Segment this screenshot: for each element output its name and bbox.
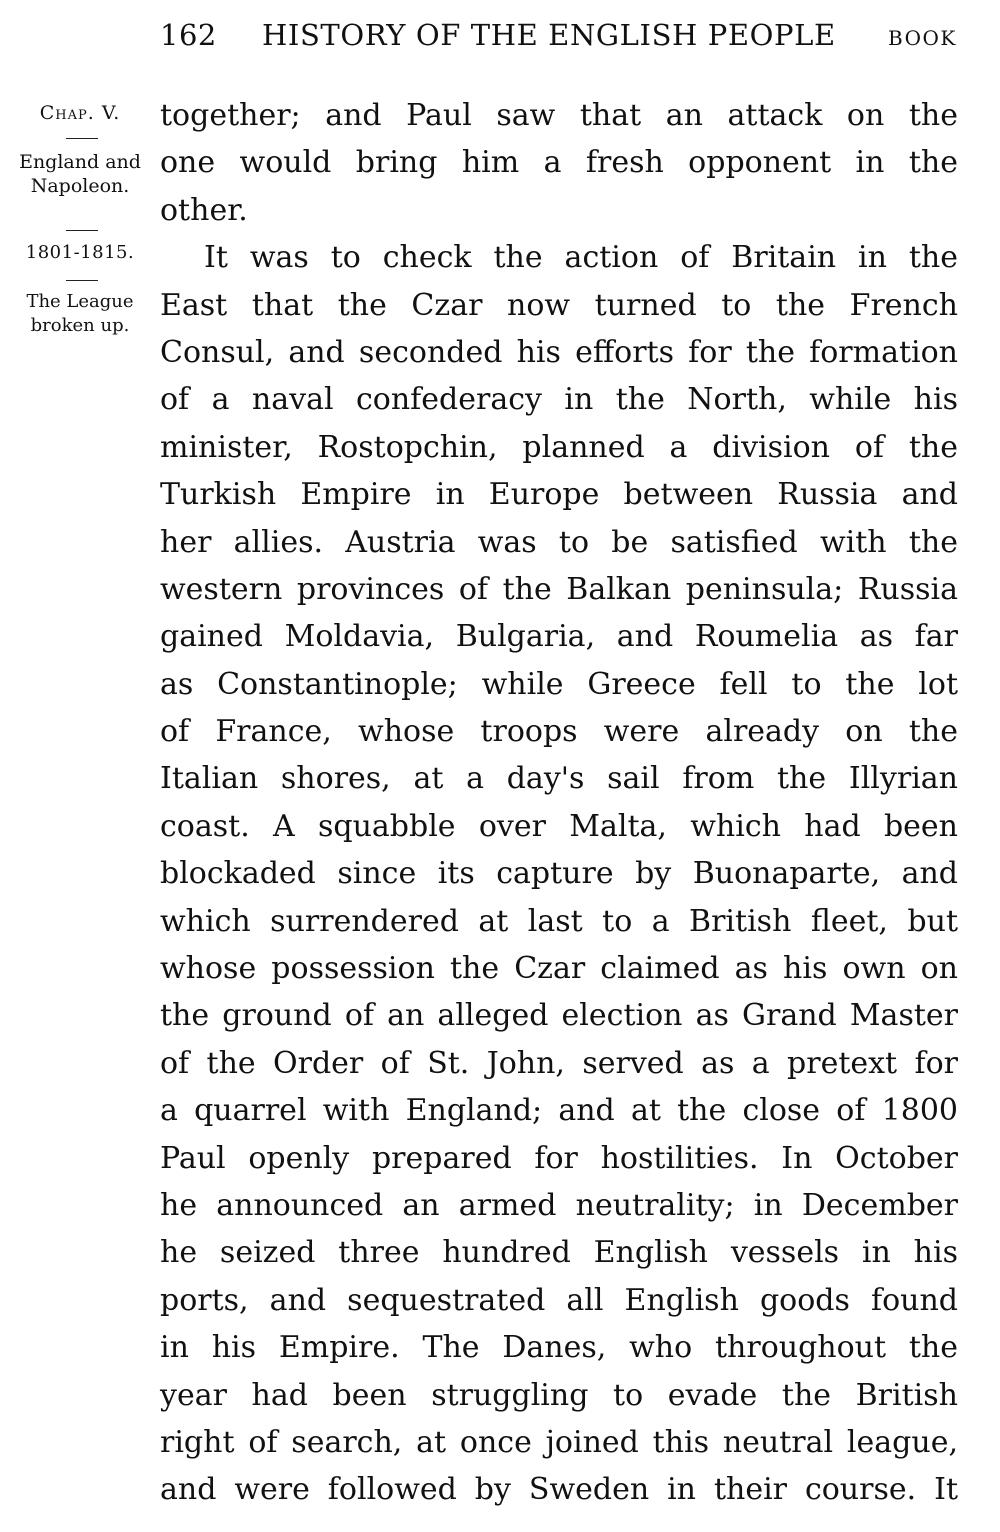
text-line: Italian shores, at a day's sail from the Illyrian: [160, 761, 958, 797]
text-line: right of search, at once joined this neutral league,: [160, 1424, 958, 1460]
text-line: Turkish Empire in Europe between Russia and: [160, 477, 958, 513]
text-line: other.: [160, 192, 248, 228]
page-header: [0, 18, 1000, 58]
margin-rule: [66, 280, 98, 281]
text-line: of the Order of St. John, served as a pretext for: [160, 1045, 958, 1081]
margin-chapter-subject: England and Napoleon.: [19, 151, 141, 197]
text-line: in his Empire. The Danes, who throughout the: [160, 1330, 958, 1366]
text-line: and were followed by Sweden in their course. It: [160, 1472, 958, 1508]
text-line: which surrendered at last to a British fleet, but: [160, 903, 958, 939]
page-number: 162: [160, 18, 217, 52]
text-line: he seized three hundred English vessels in his: [160, 1235, 958, 1271]
running-title: HISTORY OF THE ENGLISH PEOPLE: [262, 18, 836, 52]
text-line: the ground of an alleged election as Grand Master: [160, 998, 958, 1034]
text-line: Paul openly prepared for hostilities. In October: [160, 1140, 958, 1176]
text-line: blockaded since its capture by Buonaparte, and: [160, 856, 958, 892]
margin-dates: 1801-1815.: [25, 242, 135, 263]
text-line: whose possession the Czar claimed as his own on: [160, 951, 958, 987]
text-line: of a naval confederacy in the North, while his: [160, 382, 958, 418]
text-line: of France, whose troops were already on the: [160, 714, 958, 750]
text-line: a quarrel with England; and at the close of 1800: [160, 1093, 958, 1129]
text-line: he announced an armed neutrality; in December: [160, 1187, 958, 1223]
text-line: Consul, and seconded his efforts for the formation: [160, 334, 958, 370]
margin-rule: [66, 138, 98, 139]
margin-rule: [66, 230, 98, 231]
text-line: her allies. Austria was to be satisfied with the: [160, 524, 958, 560]
margin-topic: The League broken up.: [26, 291, 134, 336]
text-line: East that the Czar now turned to the French: [160, 287, 958, 323]
text-line: gained Moldavia, Bulgaria, and Roumelia as far: [160, 619, 958, 655]
book-label: BOOK: [888, 26, 957, 50]
body-text: [160, 92, 958, 1514]
text-line: as Constantinople; while Greece fell to the lot: [160, 666, 958, 702]
text-line: minister, Rostopchin, planned a division of the: [160, 429, 958, 465]
text-line: ports, and sequestrated all English goods found: [160, 1282, 958, 1318]
text-line: together; and Paul saw that an attack on the: [160, 98, 958, 133]
text-line: It was to check the action of Britain in the: [204, 240, 958, 276]
text-line: coast. A squabble over Malta, which had been: [160, 808, 958, 844]
margin-chapter: Chap. V.: [39, 102, 121, 124]
text-line: western provinces of the Balkan peninsula; Russia: [160, 571, 958, 607]
text-line: year had been struggling to evade the British: [160, 1377, 958, 1413]
text-line: one would bring him a fresh opponent in the: [160, 145, 958, 181]
